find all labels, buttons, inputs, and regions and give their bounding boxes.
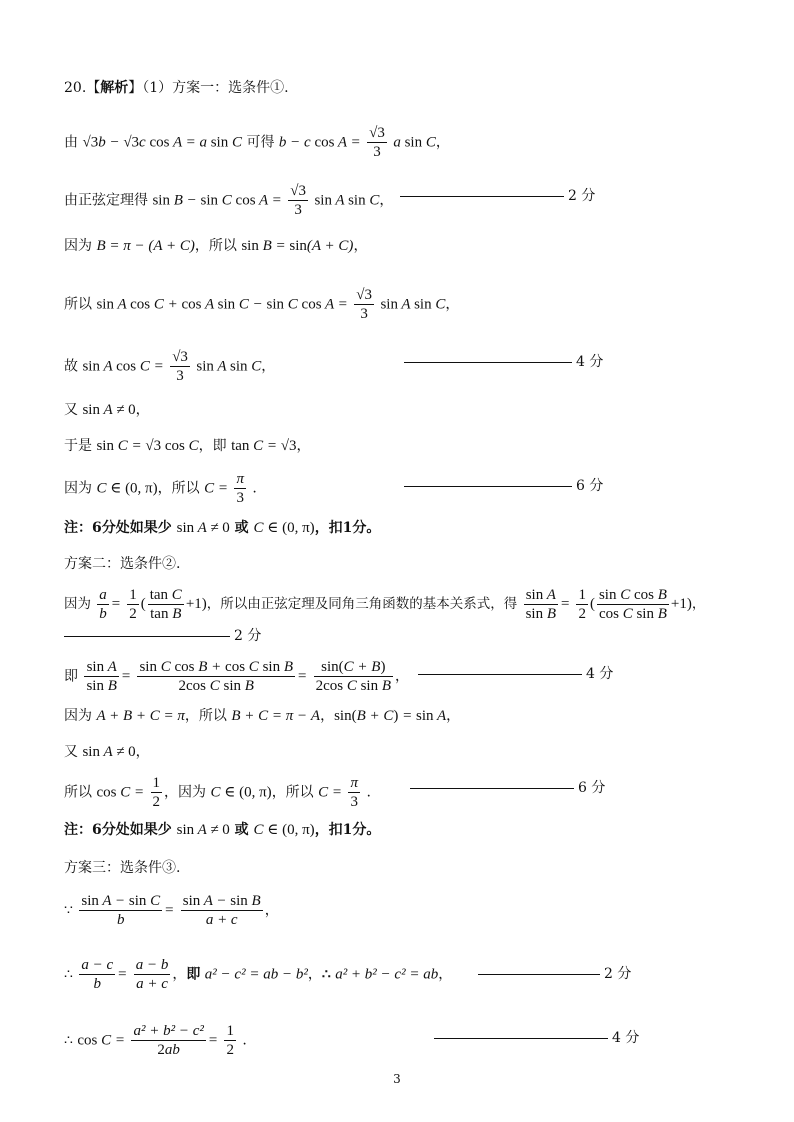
score-4b: 4 分 (418, 664, 613, 684)
plan2-line1: 因为 $\frac{a}{b}$ = $\frac{1}{2}$ ( $\frac{\text{tan C}}{\text{tan B}}$ +1)，所以由正弦定理及同角三角函数的基本关系式，得 $\frac{\text{sin A}}{\text{sin B}}$ = $\frac{1}{2}$ ( $\frac{\text{sin C cos B}}{\text{cos C sin B}}$ +1)， (64, 587, 706, 622)
score-2b: 2 分 (64, 626, 261, 646)
plan2-line4: 又 sin A ≠ 0， (64, 744, 150, 760)
plan1-note: 注：6分处如果少 sin A ≠ 0 或 C ∈ (0, π)，扣1分。 (64, 520, 381, 536)
plan1-line5: 故 sin A cos C = $\frac{√3}{3}$ sin A sin C， (64, 349, 276, 384)
score-2: 2 分 (400, 186, 595, 206)
plan1-line7: 于是 sin C = √3 cos C，即 tan C = √3， (64, 438, 311, 454)
plan1-line4: 所以 sin A cos C + cos A sin C − sin C cos A = $\frac{√3}{3}$ sin A sin C， (64, 287, 460, 322)
plan2-note: 注：6分处如果少 sin A ≠ 0 或 C ∈ (0, π)，扣1分。 (64, 822, 381, 838)
score-6b: 6 分 (410, 778, 605, 798)
plan2-title: 方案二：选条件②. (64, 556, 181, 572)
plan3-line3: ∴ cos C = $\frac{\text{a² + b² − c²}}{2ab}$ = $\frac{1}{2}$ . (64, 1023, 247, 1058)
page-number: 3 (393, 1072, 401, 1086)
plan1-line8: 因为 C ∈ (0, π)，所以 C = $\frac{\pi}{3}$ . (64, 471, 257, 506)
plan2-line2: 即 $\frac{\text{sin A}}{\text{sin B}}$ = $\frac{\text{sin C cos B + cos C sin B}}{\text{2cos C sin B}}$ = $\frac{\sin(C + B)}{\text{2cos C sin B}}$ ， (64, 659, 410, 694)
plan2-line5: 所以 cos C = $\frac{1}{2}$ ，因为 C ∈ (0, π)，所以 C = $\frac{\pi}{3}$ . (64, 775, 371, 810)
score-2c: 2 分 (478, 964, 631, 984)
score-4: 4 分 (404, 352, 603, 372)
plan1-line3: 因为 B = π − (A + C)，所以 sin B = sin(A + C)， (64, 238, 368, 254)
plan3-line2: ∴ $\frac{a - c}{b}$ = $\frac{a - b}{a + c}$ ，即 a² − c² = ab − b²，∴ a² + b² − c² = ab， (64, 957, 453, 992)
plan1-line2: 由正弦定理得 sin B − sin C cos A = $\frac{√3}{3}$ sin A sin C， (64, 183, 394, 218)
plan2-line3: 因为 A + B + C = π，所以 B + C = π − A，sin(B + C) = sin A， (64, 708, 461, 724)
plan1-line6: 又 sin A ≠ 0， (64, 402, 150, 418)
plan3-line1: ∵ $\frac{\text{sin A − sin C}}{b}$ = $\frac{\text{sin A − sin B}}{a + c}$ ， (64, 893, 279, 928)
score-4c: 4 分 (434, 1028, 639, 1048)
solution-header: 20.【解析】（1）方案一：选条件①. (64, 80, 289, 96)
plan1-line1: 由 √3b − √3c cos A = a sin C 可得 b − c cos A = $\frac{√3}{3}$ a sin C， (64, 125, 450, 160)
plan3-title: 方案三：选条件③. (64, 860, 181, 876)
score-6: 6 分 (404, 476, 603, 496)
